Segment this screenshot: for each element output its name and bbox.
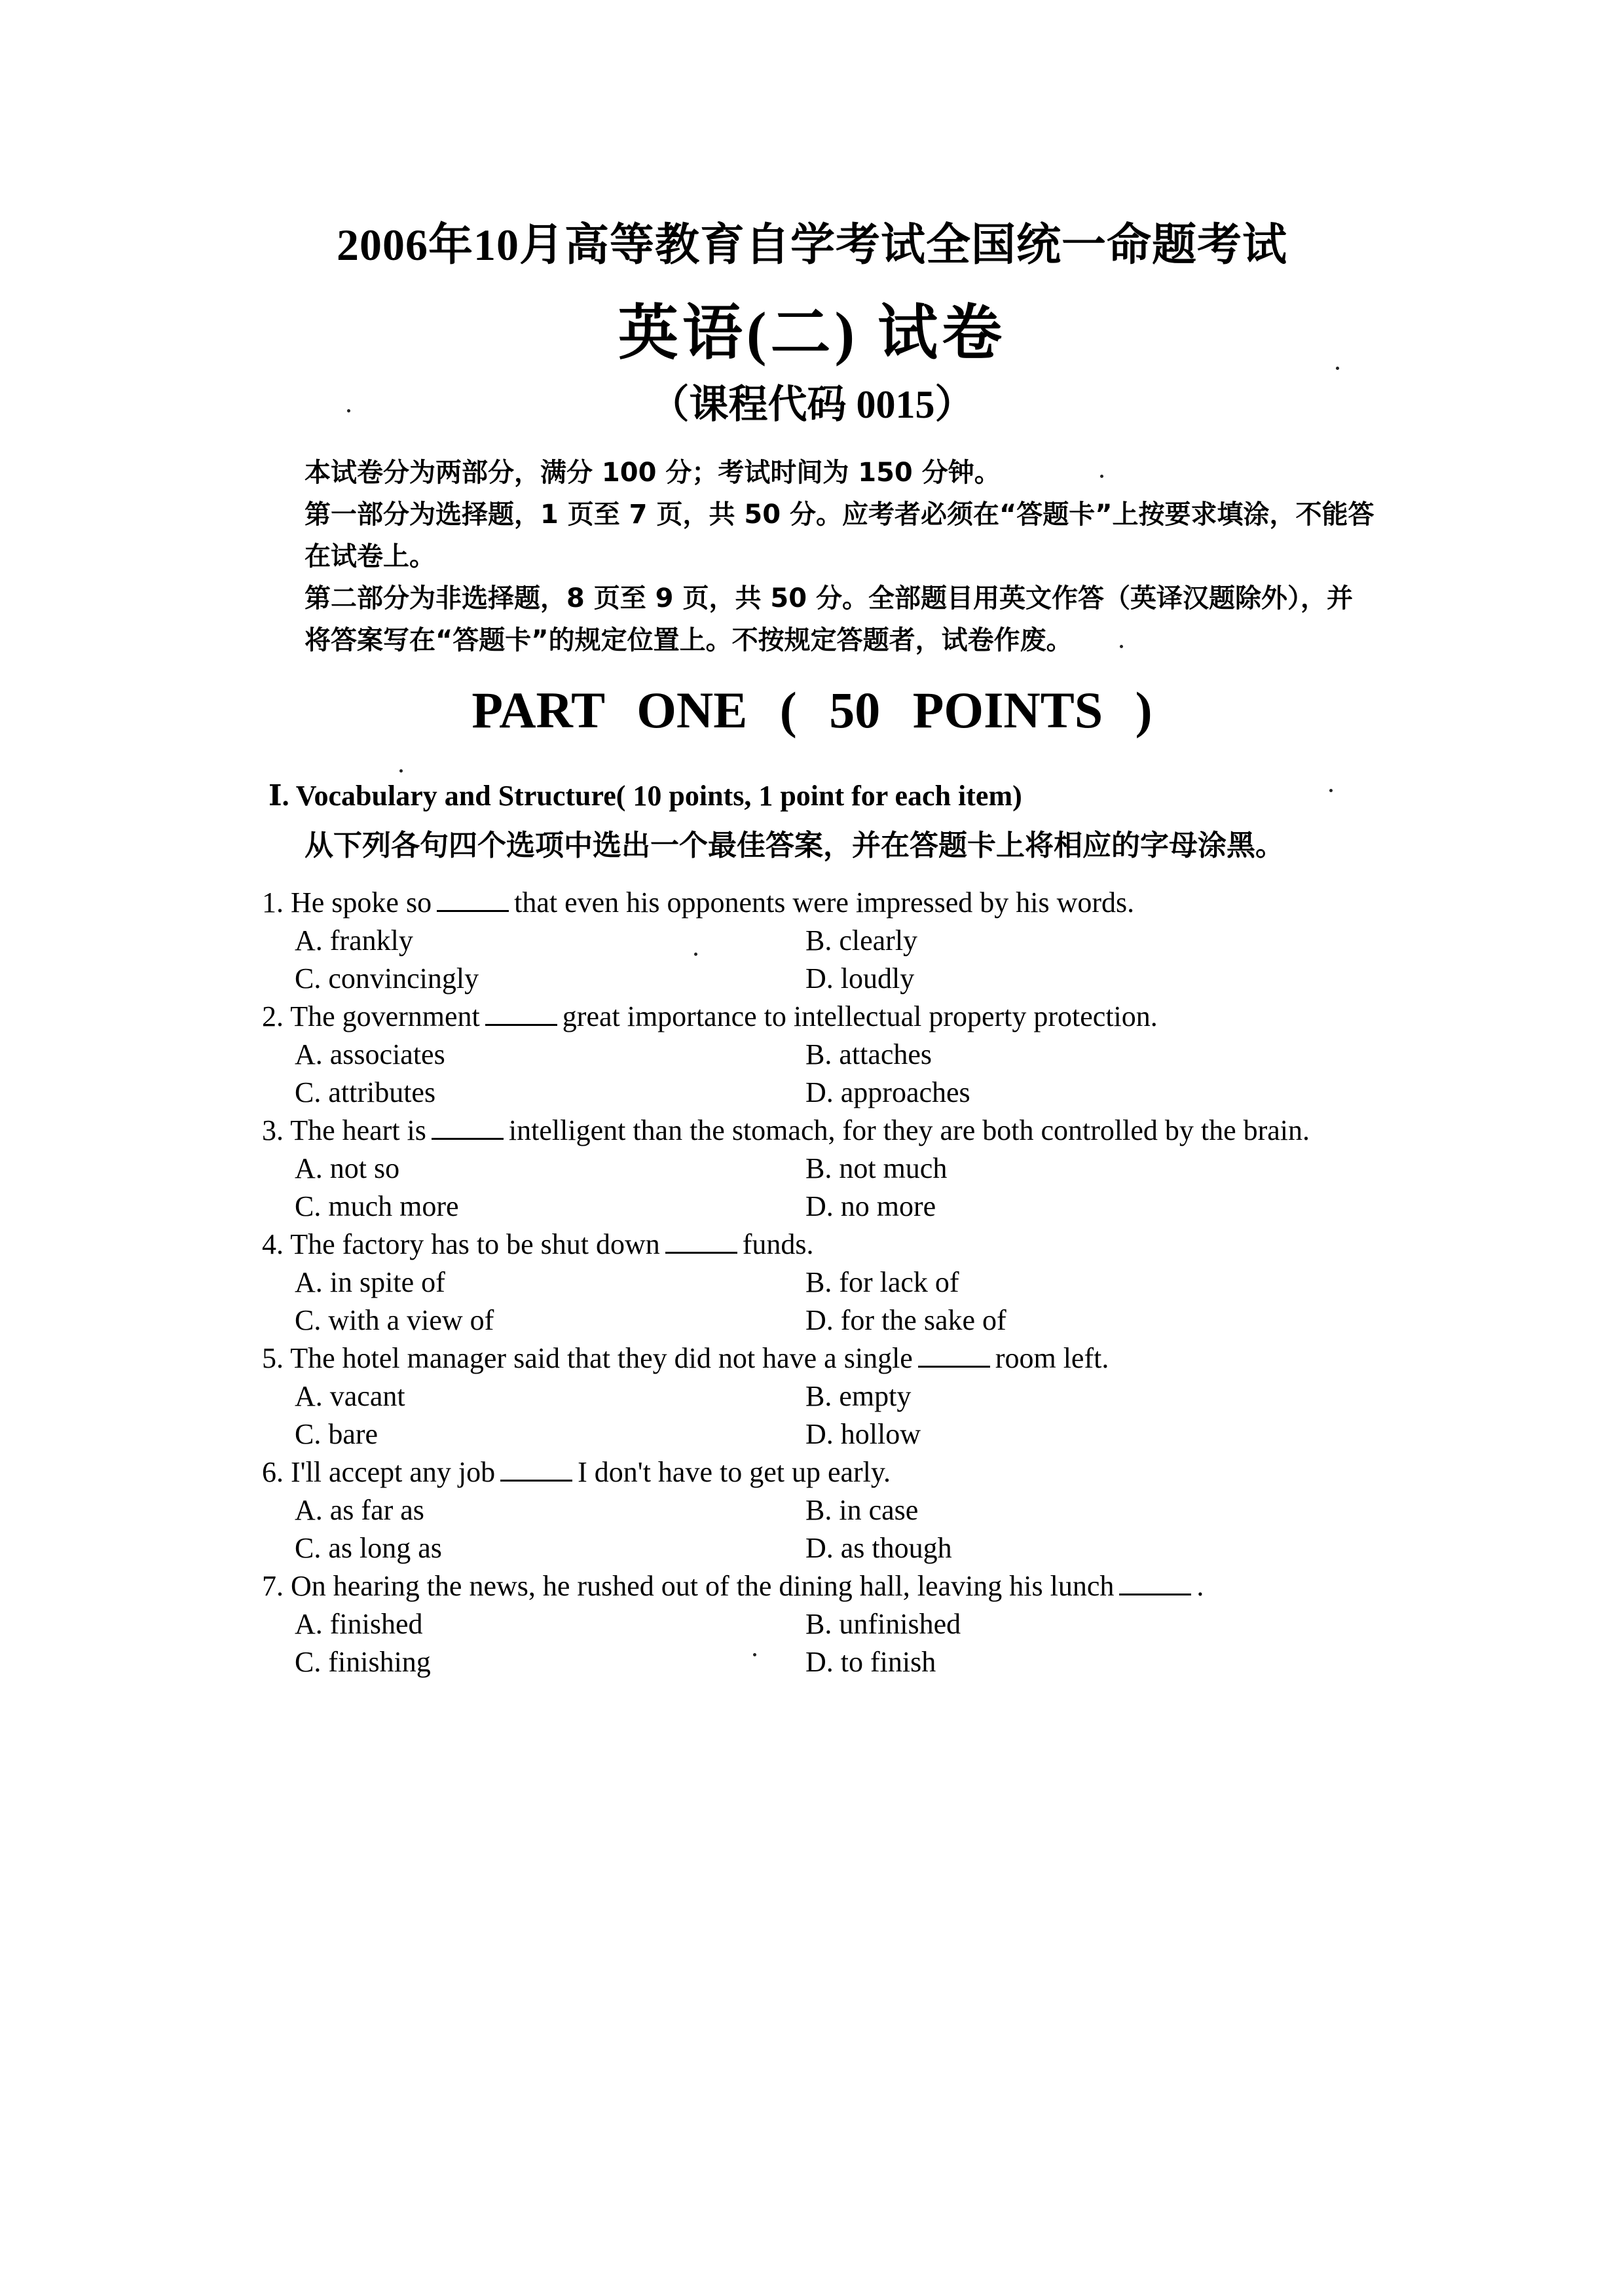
answer-blank <box>665 1228 737 1254</box>
question-text-after: I don't have to get up early. <box>578 1456 891 1488</box>
question-number: 1. <box>262 886 284 919</box>
scan-speck <box>1100 475 1103 478</box>
exam-title: 英语(二) 试卷 <box>618 300 1006 367</box>
answer-blank <box>1119 1570 1191 1595</box>
question-text-before: The heart is <box>290 1114 426 1146</box>
option-a: A. in spite of <box>295 1266 445 1298</box>
question-stem <box>262 1339 1375 1377</box>
question-text-before: He spoke so <box>291 886 432 919</box>
question-number: 6. <box>262 1456 284 1488</box>
answer-options <box>262 922 1375 998</box>
question-text-before: The hotel manager said that they did not have a single <box>290 1342 913 1374</box>
question-number: 3. <box>262 1114 284 1146</box>
option-b: B. unfinished <box>805 1608 961 1640</box>
option-d: D. loudly <box>805 962 915 994</box>
exam-instructions <box>304 452 1378 661</box>
option-d: D. as though <box>805 1532 952 1564</box>
option-a: A. associates <box>295 1038 445 1070</box>
question-stem <box>262 1112 1375 1150</box>
option-a: A. finished <box>295 1608 423 1640</box>
scan-speck <box>399 769 403 773</box>
scan-speck <box>753 1653 756 1656</box>
answer-options <box>262 1150 1375 1226</box>
question-item <box>262 1567 1375 1681</box>
answer-options <box>262 1605 1375 1681</box>
option-c: C. much more <box>295 1190 459 1222</box>
question-text-before: The factory has to be shut down <box>290 1228 660 1260</box>
option-b: B. clearly <box>805 924 918 957</box>
question-text-after: funds. <box>742 1228 814 1260</box>
answer-options <box>262 1377 1375 1453</box>
scan-speck <box>694 953 697 956</box>
question-item <box>262 1453 1375 1567</box>
course-code: （课程代码 0015） <box>650 383 974 426</box>
option-c: C. convincingly <box>295 962 479 994</box>
instruction-line: 第二部分为非选择题，8 页至 9 页，共 50 分。全部题目用英文作答（英译汉题除外），并将答案写在“答题卡”的规定位置上。不按规定答题者，试卷作废。 <box>304 583 1353 655</box>
question-text-before: The government <box>290 1000 480 1032</box>
option-b: B. for lack of <box>805 1266 959 1298</box>
question-stem <box>262 1567 1375 1605</box>
section-instruction: 从下列各句四个选项中选出一个最佳答案，并在答题卡上将相应的字母涂黑。 <box>304 829 1284 862</box>
answer-options <box>262 1491 1375 1567</box>
question-item <box>262 1226 1375 1339</box>
answer-blank <box>437 886 509 912</box>
question-stem <box>262 1226 1375 1264</box>
question-item <box>262 1339 1375 1453</box>
question-item <box>262 1112 1375 1226</box>
option-a: A. frankly <box>295 924 413 957</box>
option-c: C. with a view of <box>295 1304 494 1336</box>
scan-speck <box>347 409 350 412</box>
answer-options <box>262 1264 1375 1339</box>
option-c: C. as long as <box>295 1532 442 1564</box>
option-b: B. in case <box>805 1494 919 1526</box>
option-d: D. no more <box>805 1190 936 1222</box>
question-list <box>262 884 1375 1681</box>
option-d: D. hollow <box>805 1418 921 1450</box>
question-number: 7. <box>262 1570 284 1602</box>
question-stem <box>262 998 1375 1036</box>
question-text-before: On hearing the news, he rushed out of the dining hall, leaving his lunch <box>291 1570 1115 1602</box>
question-item <box>262 998 1375 1112</box>
answer-blank <box>918 1342 990 1368</box>
option-d: D. for the sake of <box>805 1304 1006 1336</box>
scan-speck <box>1120 645 1123 648</box>
question-text-after: great importance to intellectual property protection. <box>562 1000 1158 1032</box>
option-a: A. not so <box>295 1152 400 1184</box>
question-stem <box>262 884 1375 922</box>
part-title: PART ONE ( 50 POINTS ) <box>471 682 1153 738</box>
option-b: B. empty <box>805 1380 912 1412</box>
question-number: 2. <box>262 1000 284 1032</box>
exam-header-line: 2006年10月高等教育自学考试全国统一命题考试 <box>336 220 1287 270</box>
question-item <box>262 884 1375 998</box>
question-text-after: . <box>1196 1570 1204 1602</box>
option-a: A. vacant <box>295 1380 405 1412</box>
option-d: D. to finish <box>805 1646 936 1678</box>
question-text-after: that even his opponents were impressed by his words. <box>514 886 1135 919</box>
option-b: B. not much <box>805 1152 948 1184</box>
question-text-before: I'll accept any job <box>291 1456 496 1488</box>
answer-blank <box>485 1000 557 1026</box>
question-text-after: room left. <box>995 1342 1109 1374</box>
option-b: B. attaches <box>805 1038 932 1070</box>
question-stem <box>262 1453 1375 1491</box>
option-c: C. bare <box>295 1418 378 1450</box>
option-c: C. attributes <box>295 1076 436 1108</box>
answer-blank <box>432 1114 504 1140</box>
option-c: C. finishing <box>295 1646 431 1678</box>
answer-blank <box>500 1456 572 1482</box>
answer-options <box>262 1036 1375 1112</box>
scan-speck <box>1336 367 1339 370</box>
section-heading: Ⅰ. Vocabulary and Structure( 10 points, 1 point for each item) <box>268 780 1022 812</box>
option-d: D. approaches <box>805 1076 970 1108</box>
question-text-after: intelligent than the stomach, for they are both controlled by the brain. <box>508 1114 1310 1146</box>
instruction-line: 第一部分为选择题，1 页至 7 页，共 50 分。应考者必须在“答题卡”上按要求填涂，不能答在试卷上。 <box>304 500 1375 572</box>
instruction-line: 本试卷分为两部分，满分 100 分；考试时间为 150 分钟。 <box>304 458 1001 488</box>
option-a: A. as far as <box>295 1494 424 1526</box>
question-number: 5. <box>262 1342 284 1374</box>
question-number: 4. <box>262 1228 284 1260</box>
scan-speck <box>1329 789 1333 792</box>
